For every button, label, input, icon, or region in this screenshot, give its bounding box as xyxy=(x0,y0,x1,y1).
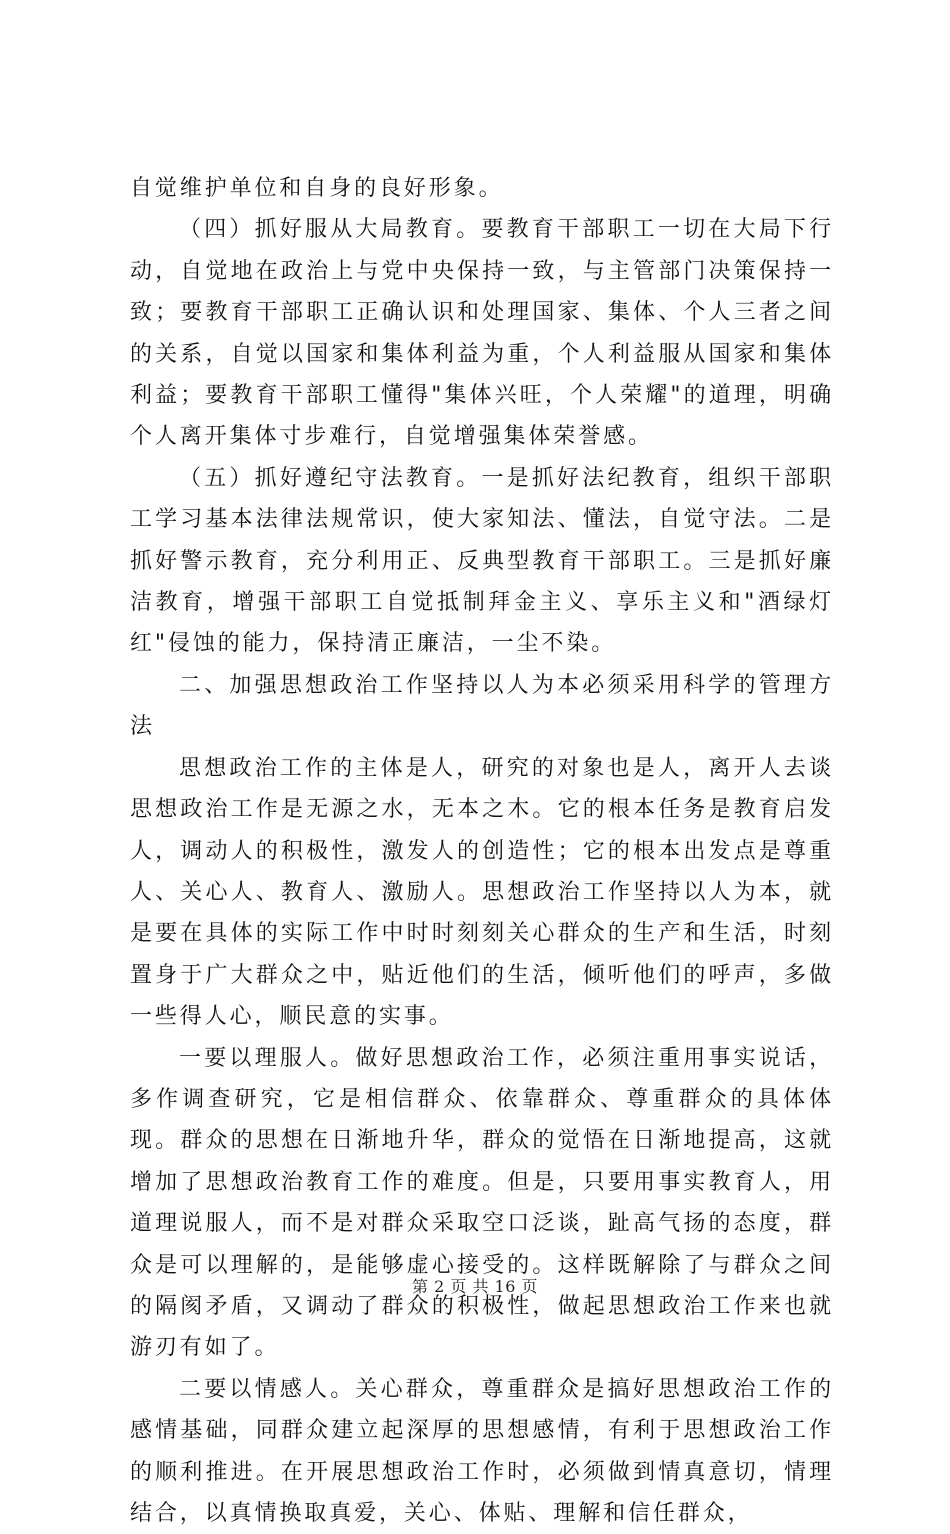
paragraph-2: （四）抓好服从大局教育。要教育干部职工一切在大局下行动，自觉地在政治上与党中央保持一致，与主管部门决策保持一致；要教育干部职工正确认识和处理国家、集体、个人三者之间的关系，自觉以国家和集体利益为重，个人利益服从国家和集体利益；要教育干部职工懂得"集体兴旺，个人荣耀"的道理，明确个人离开集体寸步难行，自觉增强集体荣誉感。 xyxy=(130,217,834,450)
paragraph-5: 一要以理服人。做好思想政治工作，必须注重用事实说话，多作调查研究，它是相信群众、依靠群众、尊重群众的具体体现。群众的思想在日渐地升华，群众的觉悟在日渐地提高，这就增加了思想政治教育工作的难度。但是，只要用事实教育人，用道理说服人，而不是对群众采取空口泛谈，趾高气扬的态度，群众是可以理解的，是能够虚心接受的。这样既解除了与群众之间的隔阂矛盾，又调动了群众的积极性，做起思想政治工作来也就游刃有如了。 xyxy=(130,1045,834,1361)
page-number-footer: 第 2 页 共 16 页 xyxy=(412,1277,538,1296)
paragraph-6: 二要以情感人。关心群众，尊重群众是搞好思想政治工作的感情基础，同群众建立起深厚的思想感情，有利于思想政治工作的顺利推进。在开展思想政治工作时，必须做到情真意切，情理结合，以真情换取真爱，关心、体贴、理解和信任群众， xyxy=(130,1376,834,1526)
paragraph-4: 思想政治工作的主体是人，研究的对象也是人，离开人去谈思想政治工作是无源之水，无本之木。它的根本任务是教育启发人，调动人的积极性，激发人的创造性；它的根本出发点是尊重人、关心人、教育人、激励人。思想政治工作坚持以人为本，就是要在具体的实际工作中时时刻刻关心群众的生产和生活，时刻置身于广大群众之中，贴近他们的生活，倾听他们的呼声，多做一些得人心，顺民意的实事。 xyxy=(130,755,834,1030)
document-body xyxy=(130,168,834,1534)
paragraph-3: （五）抓好遵纪守法教育。一是抓好法纪教育，组织干部职工学习基本法律法规常识，使大家知法、懂法，自觉守法。二是抓好警示教育，充分利用正、反典型教育干部职工。三是抓好廉洁教育，增强干部职工自觉抵制拜金主义、享乐主义和"酒绿灯红"侵蚀的能力，保持清正廉洁，一尘不染。 xyxy=(130,465,834,657)
section-heading: 二、加强思想政治工作坚持以人为本必须采用科学的管理方法 xyxy=(130,672,834,740)
paragraph-1: 自觉维护单位和自身的良好形象。 xyxy=(130,176,504,201)
